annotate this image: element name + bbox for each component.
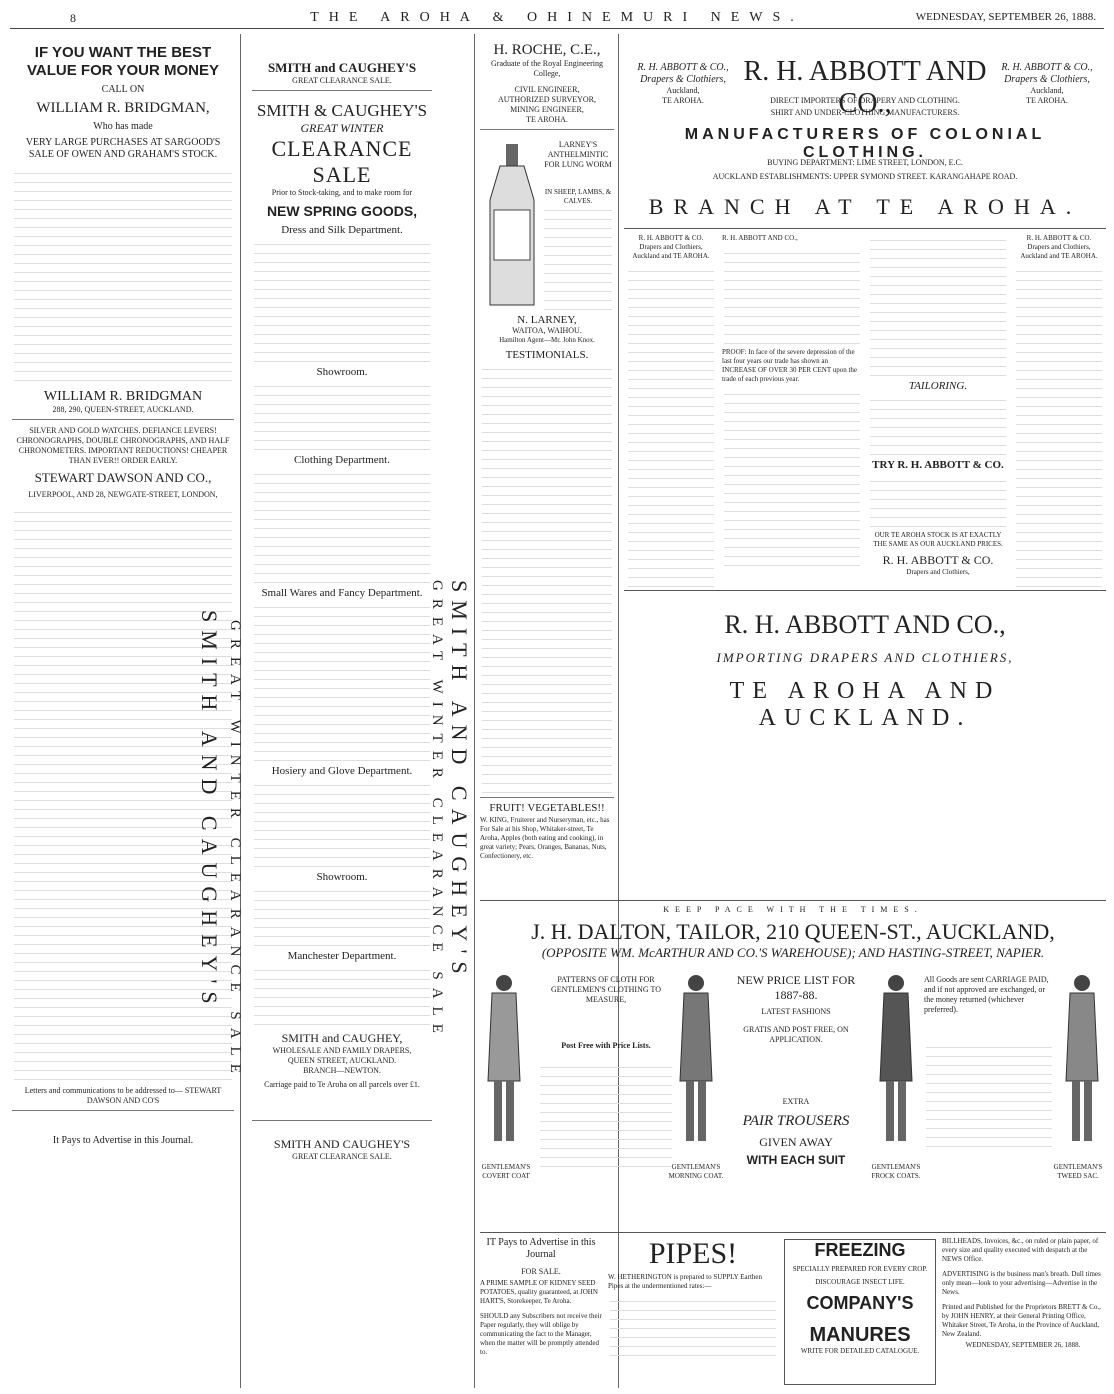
- abbott-left-trade: Drapers & Clothiers,: [640, 74, 726, 85]
- dalton-ad: [480, 900, 1106, 1231]
- abbott-left-firm: R. H. ABBOTT & CO.,: [637, 62, 729, 73]
- masthead: [10, 8, 1104, 29]
- abbott-try: TRY R. H. ABBOTT & CO.: [872, 459, 1004, 471]
- roche-title-3: MINING ENGINEER,: [510, 105, 584, 114]
- roche-credentials: Graduate of the Royal Engineering College,: [491, 59, 603, 78]
- fig-4-caption: GENTLEMAN'S TWEED SAC.: [1053, 1163, 1103, 1180]
- smith-footer-address: QUEEN STREET, AUCKLAND.: [287, 1056, 397, 1065]
- smith-headline: CLEARANCE SALE: [271, 136, 413, 187]
- smith-intro: Prior to Stock-taking, and to make room for: [271, 188, 413, 197]
- larney-ad: [480, 134, 614, 314]
- dalton-fashions: LATEST FASHIONS: [761, 1007, 831, 1016]
- vertical-banner-right-2: SMITH AND CAUGHEY'S: [447, 580, 472, 982]
- dalton-new-price: NEW PRICE LIST FOR 1887-88.: [736, 973, 856, 1002]
- dalton-post-free: Post Free with Price Lists.: [561, 1041, 651, 1050]
- gentleman-figure-3: [876, 971, 916, 1151]
- section-dress: Dress and Silk Department.: [281, 224, 403, 236]
- roche-location: TE AROHA.: [526, 115, 568, 124]
- freezing-specially: SPECIALLY PREPARED FOR EVERY CROP.: [792, 1265, 928, 1273]
- smith-top: SMITH and CAUGHEY'S: [267, 60, 417, 75]
- abbott-repeat-firm: R. H. ABBOTT & CO.: [638, 234, 704, 242]
- dalton-extra: EXTRA: [782, 1097, 810, 1106]
- dalton-trousers: PAIR TROUSERS: [742, 1113, 850, 1129]
- smith-footer-name: SMITH and CAUGHEY,: [281, 1031, 403, 1045]
- bridgman-signature: WILLIAM R. BRIDGMAN: [43, 389, 203, 404]
- abbott-title: R. H. ABBOTT AND CO.,: [743, 56, 987, 119]
- abbott-right-place-1: Auckland,: [1030, 86, 1064, 95]
- abbott-right-place-2: TE AROHA.: [1026, 96, 1068, 105]
- column-roche: [480, 34, 614, 894]
- dalton-with-suit: WITH EACH SUIT: [746, 1153, 846, 1167]
- fruit-heading: FRUIT! VEGETABLES!!: [489, 802, 605, 814]
- abbott-bottom-trade: IMPORTING DRAPERS AND CLOTHIERS,: [716, 650, 1014, 665]
- freezing-discourage: DISCOURAGE INSECT LIFE.: [815, 1278, 905, 1286]
- abbott-stock-note: OUR TE AROHA STOCK IS AT EXACTLY THE SAME AS OUR AUCKLAND PRICES.: [873, 531, 1003, 548]
- freezing-manures: MANURES: [809, 1324, 911, 1346]
- freezing-company: COMPANY'S: [806, 1293, 914, 1313]
- abbott-mid-heading: R. H. ABBOTT AND CO.,: [722, 234, 798, 242]
- abbott-repeat-place-r: Auckland and TE AROHA.: [1020, 252, 1098, 260]
- abbott-repeat-right: [1014, 234, 1104, 594]
- abbott-shirt: SHIRT AND UNDER-CLOTHING MANUFACTURERS.: [770, 108, 960, 117]
- bridgman-name: WILLIAM R. BRIDGMAN,: [36, 100, 210, 116]
- smith-bottom: SMITH AND CAUGHEY'S: [273, 1137, 411, 1151]
- abbott-tailoring: TAILORING.: [908, 380, 968, 392]
- page-number: 8: [70, 11, 76, 25]
- dawson-location: LIVERPOOL, AND 28, NEWGATE-STREET, LONDON,: [28, 490, 218, 499]
- dalton-gratis: GRATIS AND POST FREE, ON APPLICATION.: [743, 1025, 849, 1044]
- abbott-repeat-left: [626, 234, 716, 594]
- bridgman-headline: IF YOU WANT THE BEST VALUE FOR YOUR MONEY: [27, 44, 219, 79]
- testimonials-heading: TESTIMONIALS.: [505, 349, 589, 361]
- freezing-write: WRITE FOR DETAILED CATALOGUE.: [800, 1347, 920, 1355]
- abbott-bottom-name: R. H. ABBOTT AND CO.,: [724, 610, 1006, 639]
- newspaper-title: THE AROHA & OHINEMURI NEWS.: [310, 10, 804, 25]
- dalton-given: GIVEN AWAY: [759, 1135, 833, 1149]
- vertical-banner: SMITH AND CAUGHEY'S: [197, 610, 222, 1012]
- new-spring-goods: NEW SPRING GOODS,: [266, 203, 418, 219]
- abbott-proof: PROOF: In face of the severe depression of the last four years our trade has shown an INCREASE OF OVER 30 PER CENT upon the trade of each previous year.: [722, 348, 858, 383]
- section-hosiery: Hosiery and Glove Department.: [271, 765, 413, 777]
- smith-subtitle: GREAT WINTER: [300, 121, 384, 135]
- abbott-left-place-1: Auckland,: [666, 86, 700, 95]
- gentleman-figure-4: [1062, 971, 1102, 1151]
- dalton-keep-pace: KEEP PACE WITH THE TIMES.: [663, 905, 923, 914]
- vertical-banner-right: GREAT WINTER CLEARANCE SALE: [429, 580, 445, 1041]
- hetherington-text: W. HETHERINGTON is prepared to SUPPLY Earthen Pipes at the undermentioned rates:—: [608, 1273, 762, 1290]
- bottle-illustration: [482, 140, 542, 310]
- gentleman-figure-1: [484, 971, 524, 1151]
- abbott-right-firm: R. H. ABBOTT & CO.,: [1001, 62, 1093, 73]
- fig-2-caption: GENTLEMAN'S MORNING COAT.: [668, 1163, 724, 1180]
- section-showroom-2: Showroom.: [316, 871, 368, 883]
- larney-heading: LARNEY'S ANTHELMINTIC FOR LUNG WORM: [544, 140, 612, 169]
- who-has-made: Who has made: [93, 121, 153, 132]
- larney-maker: N. LARNEY,: [517, 314, 577, 326]
- pays-to-advertise: It Pays to Advertise in this Journal.: [52, 1135, 194, 1146]
- abbott-auckland: AUCKLAND ESTABLISHMENTS: UPPER SYMOND STREET. KARANGAHAPE ROAD.: [712, 172, 1018, 181]
- roche-title-2: AUTHORIZED SURVEYOR,: [497, 95, 597, 104]
- billheads-text: BILLHEADS, Invoices, &c., on ruled or plain paper, of every size and quality executed with despatch at the NEWS Office.: [942, 1237, 1099, 1263]
- gentleman-figure-2: [676, 971, 716, 1151]
- dalton-price-table: [538, 1061, 674, 1169]
- pipes-rates: [608, 1295, 778, 1356]
- smith-top-sub: GREAT CLEARANCE SALE.: [292, 76, 392, 85]
- dawson-firm: STEWART DAWSON AND CO.,: [34, 470, 212, 485]
- bottom-kidney: A PRIME SAMPLE OF KIDNEY SEED POTATOES, quality guaranteed, at JOHN HART'S, Storekeeper, Te Aroha.: [480, 1279, 598, 1305]
- column-rule: [474, 34, 475, 1388]
- abbott-repeat-firm-r: R. H. ABBOTT & CO.: [1026, 234, 1092, 242]
- abbott-bottom-place: TE AROHA AND AUCKLAND.: [729, 678, 1001, 731]
- abbott-manufacturers: MANUFACTURERS OF COLONIAL CLOTHING.: [684, 126, 1046, 161]
- column-smith: [252, 34, 432, 1388]
- printed-text: Printed and Published for the Proprietors BRETT & Co., by JOHN HENRY, at their General Printing Office, Whitaker Street, Te Aroha, in the Province of Auckland, New Zealand.: [942, 1303, 1101, 1338]
- section-smallwares: Small Wares and Fancy Department.: [261, 587, 423, 599]
- bottom-pays: IT Pays to Advertise in this Journal: [486, 1237, 596, 1260]
- abbott-branch: BRANCH AT TE AROHA.: [648, 194, 1082, 219]
- abbott-banner: [624, 598, 1106, 748]
- call-on-text: CALL ON: [101, 84, 145, 95]
- purchases-text: VERY LARGE PURCHASES AT SARGOOD'S SALE OF OWEN AND GRAHAM'S STOCK.: [25, 137, 221, 160]
- freezing-heading: FREEZING: [814, 1240, 906, 1260]
- price-list: [12, 167, 234, 381]
- section-clothing: Clothing Department.: [294, 454, 390, 466]
- bottom-for-sale: FOR SALE.: [521, 1267, 561, 1276]
- larney-place: WAITOA, WAIHOU.: [512, 326, 582, 335]
- dalton-patterns: PATTERNS OF CLOTH FOR GENTLEMEN'S CLOTHING TO MEASURE,: [550, 975, 662, 1004]
- dalton-opposite: (OPPOSITE WM. McARTHUR AND CO.'S WAREHOUSE); AND HASTING-STREET, NAPIER.: [541, 945, 1045, 960]
- roche-name: H. ROCHE, C.E.,: [493, 42, 601, 58]
- abbott-repeat-trade: Drapers and Clothiers,: [639, 243, 703, 251]
- abbott-footer-trade: Drapers and Clothiers,: [906, 568, 970, 576]
- larney-sub: IN SHEEP, LAMBS, & CALVES.: [544, 188, 612, 205]
- smith-carriage: Carriage paid to Te Aroha on all parcels over £1.: [264, 1080, 420, 1089]
- smith-footer-branch: BRANCH—NEWTON.: [303, 1066, 381, 1075]
- fruit-body: W. KING, Fruiterer and Nurseryman, etc., has For Sale at his Shop, Whitaker-street, Te Aroha, Apples (both eating and cooking), in great variety; Pears, Oranges, Bananas, Nuts, Confectionery, etc.: [480, 816, 610, 860]
- bottom-subscribers: SHOULD any Subscribers not receive their Paper regularly, they will oblige by communicating the fact to the Manager, when the matter will be promptly attended to.: [480, 1312, 602, 1356]
- smith-bottom-sub: GREAT CLEARANCE SALE.: [292, 1152, 392, 1161]
- advertising-text: ADVERTISING is the business man's breath. Dull times only mean—look to your advertising—Advertise in the News.: [942, 1270, 1101, 1296]
- freezing-company-ad: [784, 1239, 936, 1385]
- smith-footer-trade: WHOLESALE AND FAMILY DRAPERS,: [272, 1046, 412, 1055]
- abbott-buying: BUYING DEPARTMENT: LIME STREET, LONDON, E.C.: [767, 158, 963, 167]
- dalton-carriage: All Goods are sent CARRIAGE PAID, and if not approved are exchanged, or the money returned (whichever preferred).: [924, 975, 1049, 1014]
- vertical-banner-sub: GREAT WINTER CLEARANCE SALE: [227, 620, 243, 1081]
- abbott-footer-firm: R. H. ABBOTT & CO.: [882, 553, 994, 567]
- bottom-ads: [480, 1232, 1106, 1389]
- abbott-repeat-trade-r: Drapers and Clothiers,: [1027, 243, 1091, 251]
- abbott-ad: [624, 34, 1106, 594]
- dawson-footer: Letters and communications to be addressed to— STEWART DAWSON AND CO'S: [24, 1086, 222, 1105]
- dawson-heading: SILVER AND GOLD WATCHES. DEFIANCE LEVERS! CHRONOGRAPHS, DOUBLE CHRONOGRAPHS, AND HALF CHRONOMETERS. IMPORTANT REDUCTIONS! CHEAPER THAN EVER!! ORDER EARLY.: [16, 426, 230, 465]
- section-manchester: Manchester Department.: [287, 950, 397, 962]
- abbott-left-place-2: TE AROHA.: [662, 96, 704, 105]
- issue-date: WEDNESDAY, SEPTEMBER 26, 1888.: [915, 11, 1096, 23]
- section-showroom: Showroom.: [316, 366, 368, 378]
- larney-agent: Hamilton Agent—Mr. John Knox.: [499, 336, 595, 344]
- smith-title: SMITH & CAUGHEY'S: [256, 101, 428, 120]
- bridgman-address: 288, 290, QUEEN-STREET, AUCKLAND.: [52, 405, 194, 414]
- roche-title-1: CIVIL ENGINEER,: [514, 85, 580, 94]
- abbott-right-trade: Drapers & Clothiers,: [1004, 74, 1090, 85]
- bottom-date: WEDNESDAY, SEPTEMBER 26, 1888.: [965, 1341, 1081, 1349]
- fig-3-caption: GENTLEMAN'S FROCK COATS.: [871, 1163, 921, 1180]
- abbott-repeat-place: Auckland and TE AROHA.: [632, 252, 710, 260]
- abbott-direct: DIRECT IMPORTERS OF DRAPERY AND CLOTHING.: [770, 96, 960, 105]
- pipes-heading: PIPES!: [648, 1237, 738, 1270]
- fig-1-caption: GENTLEMAN'S COVERT COAT: [481, 1163, 531, 1180]
- dalton-headline: J. H. DALTON, TAILOR, 210 QUEEN-ST., AUCKLAND,: [531, 919, 1055, 944]
